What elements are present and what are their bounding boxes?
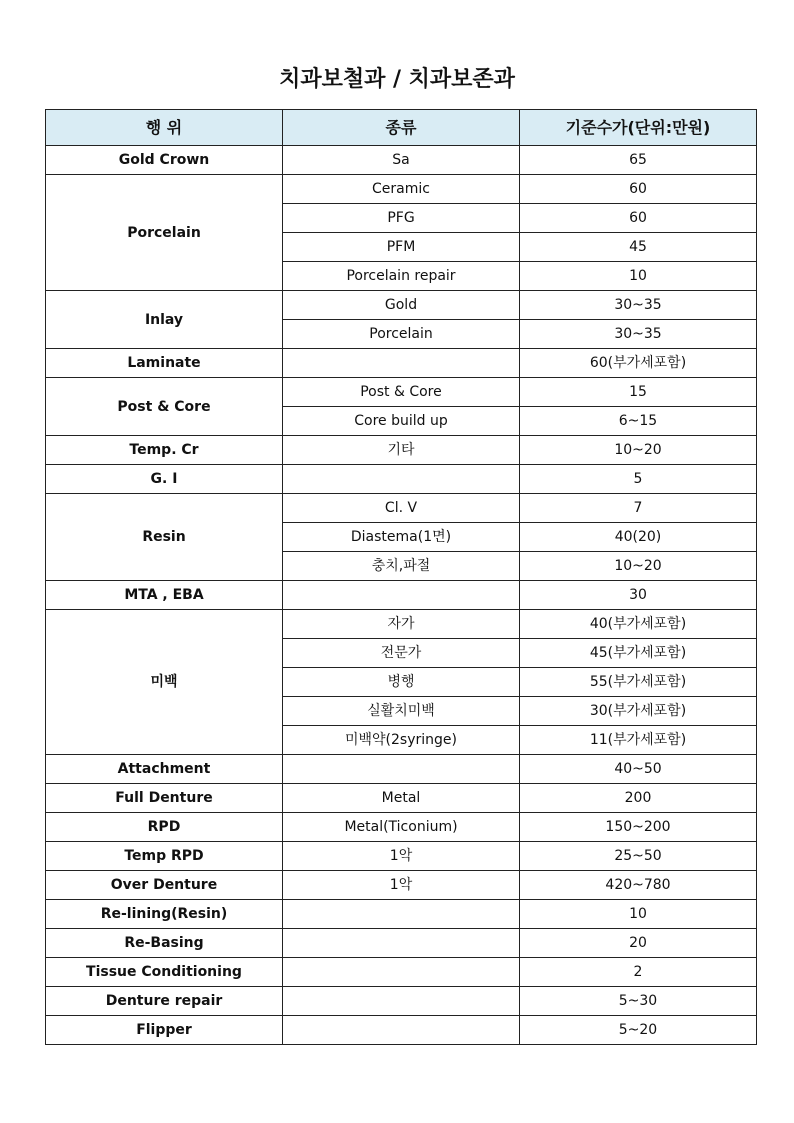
cell-act: MTA , EBA [46,581,283,610]
table-row [46,146,757,175]
table-row [46,436,757,465]
cell-type: 전문가 [283,639,520,668]
cell-fee: 10~20 [520,436,757,465]
cell-type [283,1016,520,1045]
header-type: 종류 [283,110,520,146]
cell-act: Gold Crown [46,146,283,175]
table-row [46,378,757,407]
table-row [46,871,757,900]
cell-fee: 30~35 [520,320,757,349]
cell-fee: 25~50 [520,842,757,871]
cell-type: 기타 [283,436,520,465]
cell-type: Metal(Ticonium) [283,813,520,842]
cell-type: 병행 [283,668,520,697]
cell-act: RPD [46,813,283,842]
table-row [46,929,757,958]
cell-act: Attachment [46,755,283,784]
cell-act: Inlay [46,291,283,349]
cell-type: Post & Core [283,378,520,407]
cell-fee: 65 [520,146,757,175]
table-row [46,494,757,523]
cell-act: Denture repair [46,987,283,1016]
cell-fee: 420~780 [520,871,757,900]
cell-type: PFG [283,204,520,233]
table-row [46,465,757,494]
cell-type: Gold [283,291,520,320]
table-row [46,755,757,784]
table-row [46,900,757,929]
cell-act: Laminate [46,349,283,378]
cell-type [283,349,520,378]
cell-fee: 5 [520,465,757,494]
cell-type: Porcelain [283,320,520,349]
cell-type [283,755,520,784]
cell-type: 1악 [283,842,520,871]
cell-type: 충치,파절 [283,552,520,581]
cell-fee: 40(부가세포함) [520,610,757,639]
cell-fee: 30(부가세포함) [520,697,757,726]
cell-fee: 5~30 [520,987,757,1016]
cell-fee: 5~20 [520,1016,757,1045]
cell-fee: 15 [520,378,757,407]
cell-fee: 10 [520,262,757,291]
table-body [46,146,757,1045]
cell-type: Cl. V [283,494,520,523]
table-row [46,987,757,1016]
cell-type: Diastema(1면) [283,523,520,552]
cell-fee: 10~20 [520,552,757,581]
table-row [46,581,757,610]
cell-act: Post & Core [46,378,283,436]
cell-fee: 55(부가세포함) [520,668,757,697]
cell-act: Temp. Cr [46,436,283,465]
table-row [46,1016,757,1045]
cell-type [283,465,520,494]
cell-fee: 7 [520,494,757,523]
cell-type: 자가 [283,610,520,639]
cell-type [283,987,520,1016]
table-row [46,842,757,871]
table-header-row [46,110,757,146]
cell-act: Re-lining(Resin) [46,900,283,929]
cell-fee: 60(부가세포함) [520,349,757,378]
cell-act: Full Denture [46,784,283,813]
cell-act: G. I [46,465,283,494]
cell-fee: 2 [520,958,757,987]
cell-fee: 200 [520,784,757,813]
cell-fee: 60 [520,204,757,233]
cell-fee: 40(20) [520,523,757,552]
cell-type: Metal [283,784,520,813]
cell-act: Re-Basing [46,929,283,958]
table-row [46,958,757,987]
cell-type [283,900,520,929]
cell-type: Core build up [283,407,520,436]
cell-fee: 11(부가세포함) [520,726,757,755]
cell-type: 미백약(2syringe) [283,726,520,755]
cell-act: Resin [46,494,283,581]
cell-act: Tissue Conditioning [46,958,283,987]
table-row [46,813,757,842]
cell-type [283,929,520,958]
table-row [46,784,757,813]
cell-type: 실활치미백 [283,697,520,726]
cell-fee: 150~200 [520,813,757,842]
table-row [46,349,757,378]
cell-act: 미백 [46,610,283,755]
cell-fee: 30~35 [520,291,757,320]
cell-type: Sa [283,146,520,175]
table-row [46,291,757,320]
fee-table [45,109,757,1045]
table-row [46,610,757,639]
cell-type [283,958,520,987]
cell-fee: 20 [520,929,757,958]
cell-fee: 40~50 [520,755,757,784]
cell-act: Flipper [46,1016,283,1045]
cell-fee: 60 [520,175,757,204]
cell-fee: 10 [520,900,757,929]
cell-fee: 6~15 [520,407,757,436]
cell-fee: 45(부가세포함) [520,639,757,668]
cell-act: Temp RPD [46,842,283,871]
cell-type [283,581,520,610]
cell-type: 1악 [283,871,520,900]
header-act: 행 위 [46,110,283,146]
cell-type: Ceramic [283,175,520,204]
cell-type: Porcelain repair [283,262,520,291]
cell-fee: 45 [520,233,757,262]
cell-act: Porcelain [46,175,283,291]
cell-act: Over Denture [46,871,283,900]
cell-type: PFM [283,233,520,262]
cell-fee: 30 [520,581,757,610]
header-fee: 기준수가(단위:만원) [520,110,757,146]
table-row [46,175,757,204]
page-title: 치과보철과 / 치과보존과 [279,67,515,92]
